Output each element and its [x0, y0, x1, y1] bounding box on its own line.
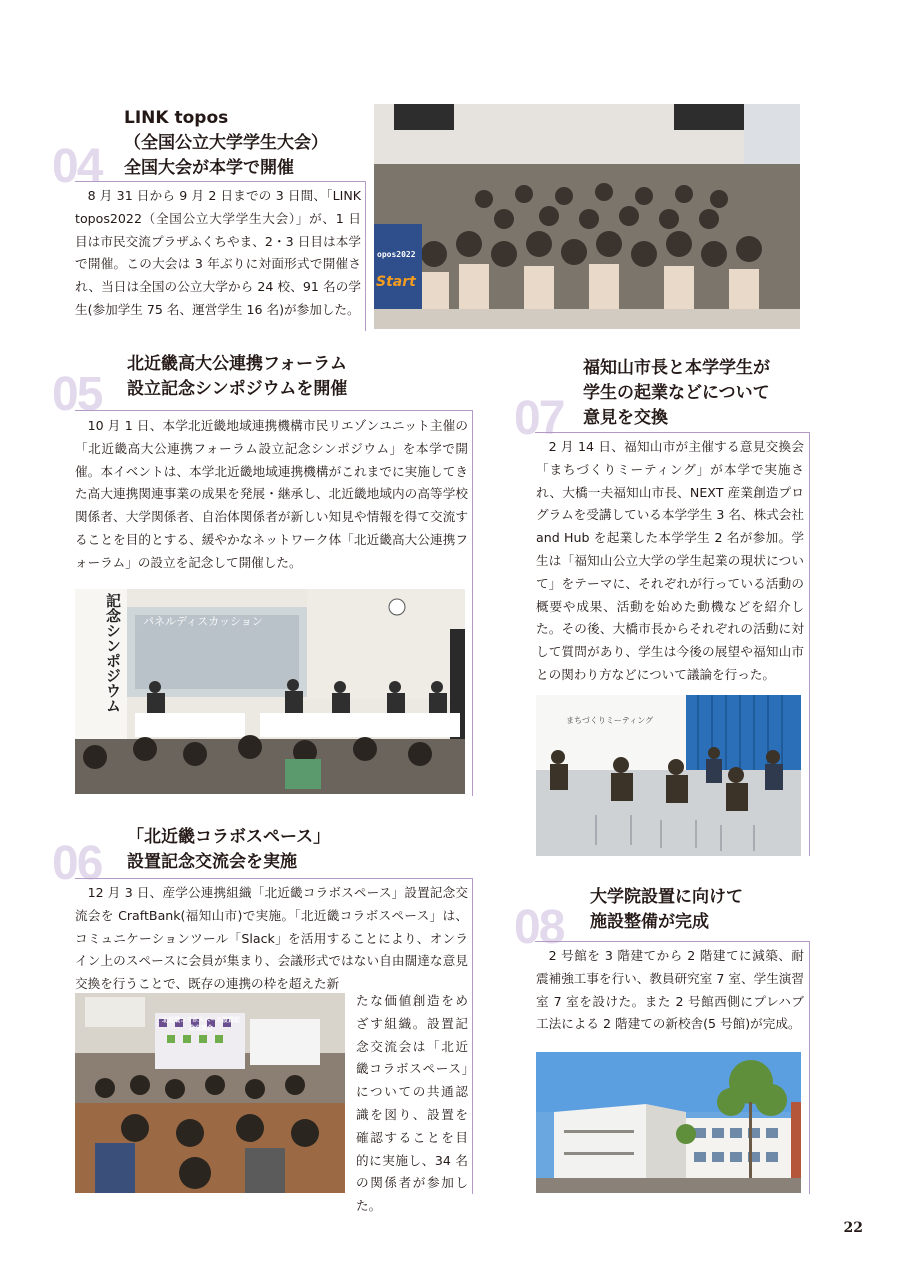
section-number-06: 06	[52, 837, 102, 890]
section-number-07: 07	[514, 392, 564, 445]
section-05-photo	[75, 589, 465, 794]
section-06-body-side: たな価値創造をめざす組織。設置記念交流会は「北近畿コラボスペース」についての共通認識を図り、設置を確認することを目的に実施し、34 名の関係者が参加した。	[356, 993, 468, 1214]
section-04-photo-banner2: Start	[376, 274, 416, 290]
section-07-title-line2: 学生の起業などについて	[583, 383, 770, 403]
section-07-title-line1: 福知山市長と本学学生が	[583, 358, 770, 378]
section-04-photo	[374, 104, 800, 329]
section-06-photo	[75, 993, 345, 1193]
section-05-photo-sign: 記念シンポジウム	[104, 593, 122, 713]
section-07-photo	[536, 695, 801, 856]
section-04-title	[124, 106, 328, 181]
section-number-05: 05	[52, 368, 102, 421]
section-06-title-line1: 「北近畿コラボスペース」	[127, 827, 331, 847]
section-05-body: 10 月 1 日、本学北近畿地域連携機構市民リエゾンユニット主催の「北近畿高大公連携フォーラム設立記念シンポジウム」を本学で開催。本イベントは、本学北近畿地域連携機構がこれまでに実施してきた高大連携関連事業の成果を発展・継承し、北近畿地域内の高等学校関係者、大学関係者、自治体関係者が新しい知見や情報を得て交流することを目的とする、緩やかなネットワーク体「北近畿高大公連携フォーラム」の設立を記念して開催した。	[75, 418, 468, 570]
section-05-title-line1: 北近畿高大公連携フォーラム	[127, 354, 347, 374]
section-05-title	[127, 352, 347, 402]
section-04-title-line1: LINK topos	[124, 108, 229, 128]
section-08-title	[590, 885, 743, 935]
section-07-body: 2 月 14 日、福知山市が主催する意見交換会「まちづくりミーティング」が本学で実施され、大橋一夫福知山市長、NEXT 産業創造プログラムを受講している本学学生 3 名、株式会社 and Hub を起業した本学学生 2 名が参加。学生は「福知山公立大学の学生起業の現状について」をテーマに、それぞれが行っている活動の概要や成果、活動を始めた動機などを紹介した。その後、大橋市長からそれぞれの活動に対して質問があり、学生は今後の展望や福知山市との関わり方などについて議論を行った。	[536, 439, 804, 682]
section-05-title-line2: 設立記念シンポジウムを開催	[127, 379, 348, 399]
section-06-title	[127, 825, 330, 875]
section-08-photo	[536, 1052, 801, 1193]
section-06-title-line2: 設置記念交流会を実施	[127, 852, 297, 872]
section-07-photo-screen: まちづくりミーティング	[566, 716, 654, 725]
section-08-title-line2: 施設整備が完成	[590, 912, 709, 932]
section-04-photo-banner: opos2022	[377, 250, 416, 259]
section-07-title	[583, 356, 770, 431]
section-08-title-line1: 大学院設置に向けて	[590, 887, 743, 907]
section-07-title-line3: 意見を交換	[583, 408, 668, 428]
section-number-04: 04	[52, 140, 102, 193]
section-04-title-line3: 全国大会が本学で開催	[124, 158, 294, 178]
page-number: 22	[843, 1220, 863, 1236]
section-04-title-line2: （全国公立大学学生大会）	[124, 133, 328, 153]
section-06-body-top: 12 月 3 日、産学公連携組織「北近畿コラボスペース」設置記念交流会を CraftBank(福知山市)で実施。「北近畿コラボスペース」は、コミュニケーションツール「Slack」を活用することにより、オンライン上のスペースに会員が集まり、会議形式ではない自由闊達な意見交換を行うことで、既存の連携の枠を超えた新	[75, 885, 468, 992]
section-04-body: 8 月 31 日から 9 月 2 日までの 3 日間、「LINK topos2022（全国公立大学学生大会）」が、1 日目は市民交流プラザふくちやま、2・3 日目は本学で開催。この大会は 3 年ぶりに対面形式で開催され、当日は全国の公立大学から 24 校、91 名の学生(参加学生 75 名、運営学生 16 名)が参加した。	[75, 188, 361, 317]
section-06-photo-banner: 北近畿コラボスペース設置記念交流会	[162, 1017, 240, 1032]
section-05-photo-screen: パネルディスカッション	[143, 615, 263, 628]
section-number-08: 08	[514, 901, 564, 954]
section-08-body: 2 号館を 3 階建てから 2 階建てに減築、耐震補強工事を行い、教員研究室 7 室、学生演習室 7 室を設けた。また 2 号館西側にプレハブ工法による 2 階建ての新校舎(5 号館)が完成。	[536, 948, 804, 1032]
